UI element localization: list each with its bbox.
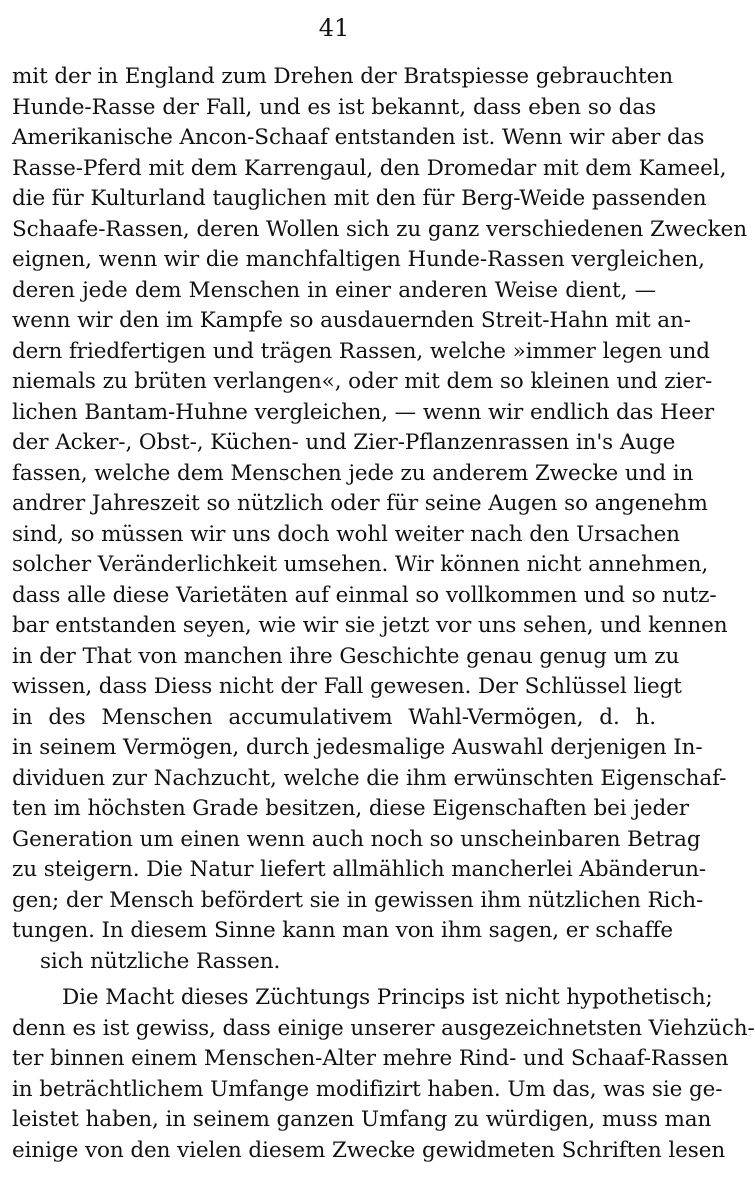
text-line: die für Kulturland tauglichen mit den für Berg-Weide passenden	[12, 186, 707, 211]
paragraph-1	[12, 62, 747, 977]
text-line: zu steigern. Die Natur liefert allmählich mancherlei Abänderun-	[12, 857, 707, 882]
text-line: ter binnen einem Menschen-Alter mehre Rind- und Schaaf-Rassen	[12, 1046, 729, 1071]
text-line: denn es ist gewiss, dass einige unserer ausgezeichnetsten Viehzüch-	[12, 1015, 755, 1041]
text-line: wissen, dass Diess nicht der Fall gewesen. Der Schlüssel liegt	[12, 674, 682, 699]
text-line: Hunde-Rasse der Fall, und es ist bekannt, dass eben so das	[12, 94, 656, 120]
text-line: sind, so müssen wir uns doch wohl weiter nach den Ursachen	[12, 521, 680, 547]
text-line: fassen, welche dem Menschen jede zu anderem Zwecke und in	[12, 460, 694, 486]
text-line: in der That von manchen ihre Geschichte genau genug um zu	[12, 643, 680, 669]
text-line: niemals zu brüten verlangen«, oder mit dem so kleinen und zier-	[12, 369, 713, 394]
text-line: wenn wir den im Kampfe so ausdauernden Streit-Hahn mit an-	[12, 308, 691, 333]
text-line: dern friedfertigen und trägen Rassen, welche »immer legen und	[12, 338, 710, 364]
text-line: eignen, wenn wir die manchfaltigen Hunde-Rassen vergleichen,	[12, 247, 705, 272]
text-line: leistet haben, in seinem ganzen Umfang zu würdigen, muss man	[12, 1107, 712, 1132]
text-line: Generation um einen wenn auch noch so unscheinbaren Betrag	[12, 826, 701, 852]
text-line: Die Macht dieses Züchtungs Princips ist nicht hypothetisch;	[62, 985, 713, 1010]
text-line: Schaafe-Rassen, deren Wollen sich zu ganz verschiedenen Zwecken	[12, 216, 747, 242]
page-number: 41	[318, 14, 350, 42]
text-line: der Acker-, Obst-, Küchen- und Zier-Pflanzenrassen in's Auge	[12, 430, 676, 455]
text-line: ten im höchsten Grade besitzen, diese Eigenschaften bei jeder	[12, 796, 689, 821]
paragraph-2	[12, 983, 755, 1166]
text-line: in seinem Vermögen, durch jedesmalige Auswahl derjenigen In-	[12, 735, 703, 760]
text-line: in des Menschen accumulativem Wahl-Vermögen, d. h.	[12, 704, 656, 730]
text-line: in beträchtlichem Umfange modifizirt haben. Um das, was sie ge-	[12, 1076, 723, 1102]
text-line: solcher Veränderlichkeit umsehen. Wir können nicht annehmen,	[12, 552, 709, 577]
text-line: dividuen zur Nachzucht, welche die ihm erwünschten Eigenschaf-	[12, 765, 727, 791]
text-line: einige von den vielen diesem Zwecke gewidmeten Schriften lesen	[12, 1137, 726, 1163]
text-line: tungen. In diesem Sinne kann man von ihm sagen, er schaffe	[12, 918, 673, 943]
text-line: lichen Bantam-Huhne vergleichen, — wenn wir endlich das Heer	[12, 399, 715, 425]
text-line: Amerikanische Ancon-Schaaf entstanden ist. Wenn wir aber das	[12, 125, 705, 150]
text-line: dass alle diese Varietäten auf einmal so vollkommen und so nutz-	[12, 582, 717, 608]
text-line: bar entstanden seyen, wie wir sie jetzt vor uns sehen, und kennen	[12, 613, 728, 638]
text-line: gen; der Mensch befördert sie in gewissen ihm nützlichen Rich-	[12, 887, 704, 913]
text-line: Rasse-Pferd mit dem Karrengaul, den Dromedar mit dem Kameel,	[12, 155, 727, 181]
text-line: andrer Jahreszeit so nützlich oder für seine Augen so angenehm	[12, 491, 708, 516]
text-line: sich nützliche Rassen.	[40, 948, 281, 974]
text-line: mit der in England zum Drehen der Bratspiesse gebrauchten	[12, 64, 673, 89]
text-line: deren jede dem Menschen in einer anderen Weise dient, —	[12, 277, 656, 303]
